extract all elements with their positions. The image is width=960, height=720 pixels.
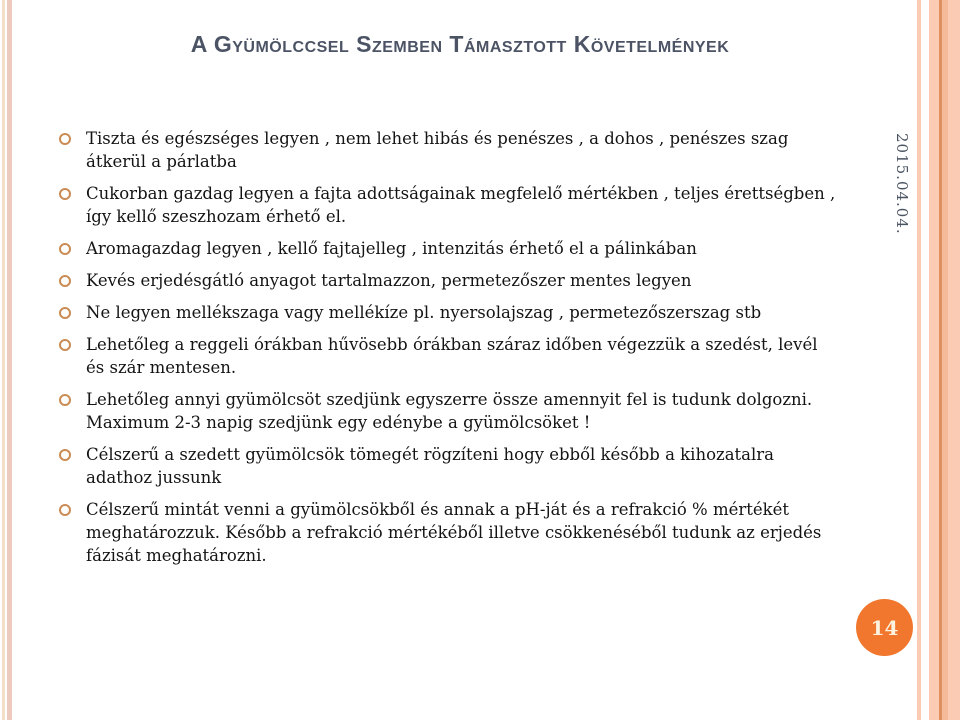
left-border-stripe-cream	[2, 0, 5, 720]
bullet-ring-icon	[59, 275, 71, 287]
bullet-text: Lehetőleg annyi gyümölcsöt szedjünk egyszerre össze amennyit fel is tudunk dolgozni. Maximum 2-3 napig szedjünk egy edénybe a gyümölcsöket !	[86, 390, 813, 432]
bullet-ring-icon	[59, 394, 71, 406]
right-border-stripe-mid	[942, 0, 948, 720]
bullet-item	[58, 237, 836, 260]
bullet-item	[58, 301, 836, 324]
page-number-badge	[856, 599, 913, 656]
bullet-item	[58, 269, 836, 292]
left-border-stripe-pink	[7, 0, 12, 720]
bullet-text: Cukorban gazdag legyen a fajta adottságainak megfelelő mértékben , teljes érettségben , így kellő szeszhozam érhető el.	[86, 184, 836, 226]
right-border-stripe-thin	[917, 0, 921, 720]
bullet-text: Aromagazdag legyen , kellő fajtajelleg , intenzitás érhető el a pálinkában	[86, 239, 697, 258]
bullet-text: Tiszta és egészséges legyen , nem lehet hibás és penészes , a dohos , penészes szag átkerül a párlatba	[86, 129, 789, 171]
bullet-ring-icon	[59, 188, 71, 200]
slide-date: 2015.04.04.	[893, 133, 911, 235]
bullet-ring-icon	[59, 449, 71, 461]
bullet-item	[58, 388, 836, 434]
bullet-text: Célszerű mintát venni a gyümölcsökből és annak a pH-ját és a refrakció % mértékét meghatározzuk. Később a refrakció mértékéből illetve csökkenéséből tudunk az erjedés fázisát meghatározni.	[86, 500, 822, 565]
bullet-text: Lehetőleg a reggeli órákban hűvösebb órákban száraz időben végezzük a szedést, levél és szár mentesen.	[86, 335, 818, 377]
bullet-ring-icon	[59, 307, 71, 319]
bullet-ring-icon	[59, 339, 71, 351]
bullet-ring-icon	[59, 504, 71, 516]
bullet-ring-icon	[59, 133, 71, 145]
bullet-ring-icon	[59, 243, 71, 255]
bullet-item	[58, 127, 836, 173]
bullet-item	[58, 333, 836, 379]
bullet-text: Kevés erjedésgátló anyagot tartalmazzon, permetezőszer mentes legyen	[86, 271, 692, 290]
bullet-text: Célszerű a szedett gyümölcsök tömegét rögzíteni hogy ebből később a kihozatalra adathoz jussunk	[86, 445, 775, 487]
page-number: 14	[870, 615, 899, 640]
bullet-item	[58, 498, 836, 567]
bullet-text: Ne legyen mellékszaga vagy mellékíze pl. nyersolajszag , permetezőszerszag stb	[86, 303, 762, 322]
bullet-item	[58, 443, 836, 489]
bullet-list	[58, 127, 836, 576]
bullet-item	[58, 182, 836, 228]
slide-title: A Gyümölccsel Szemben Támasztott Követelmények	[190, 31, 730, 57]
